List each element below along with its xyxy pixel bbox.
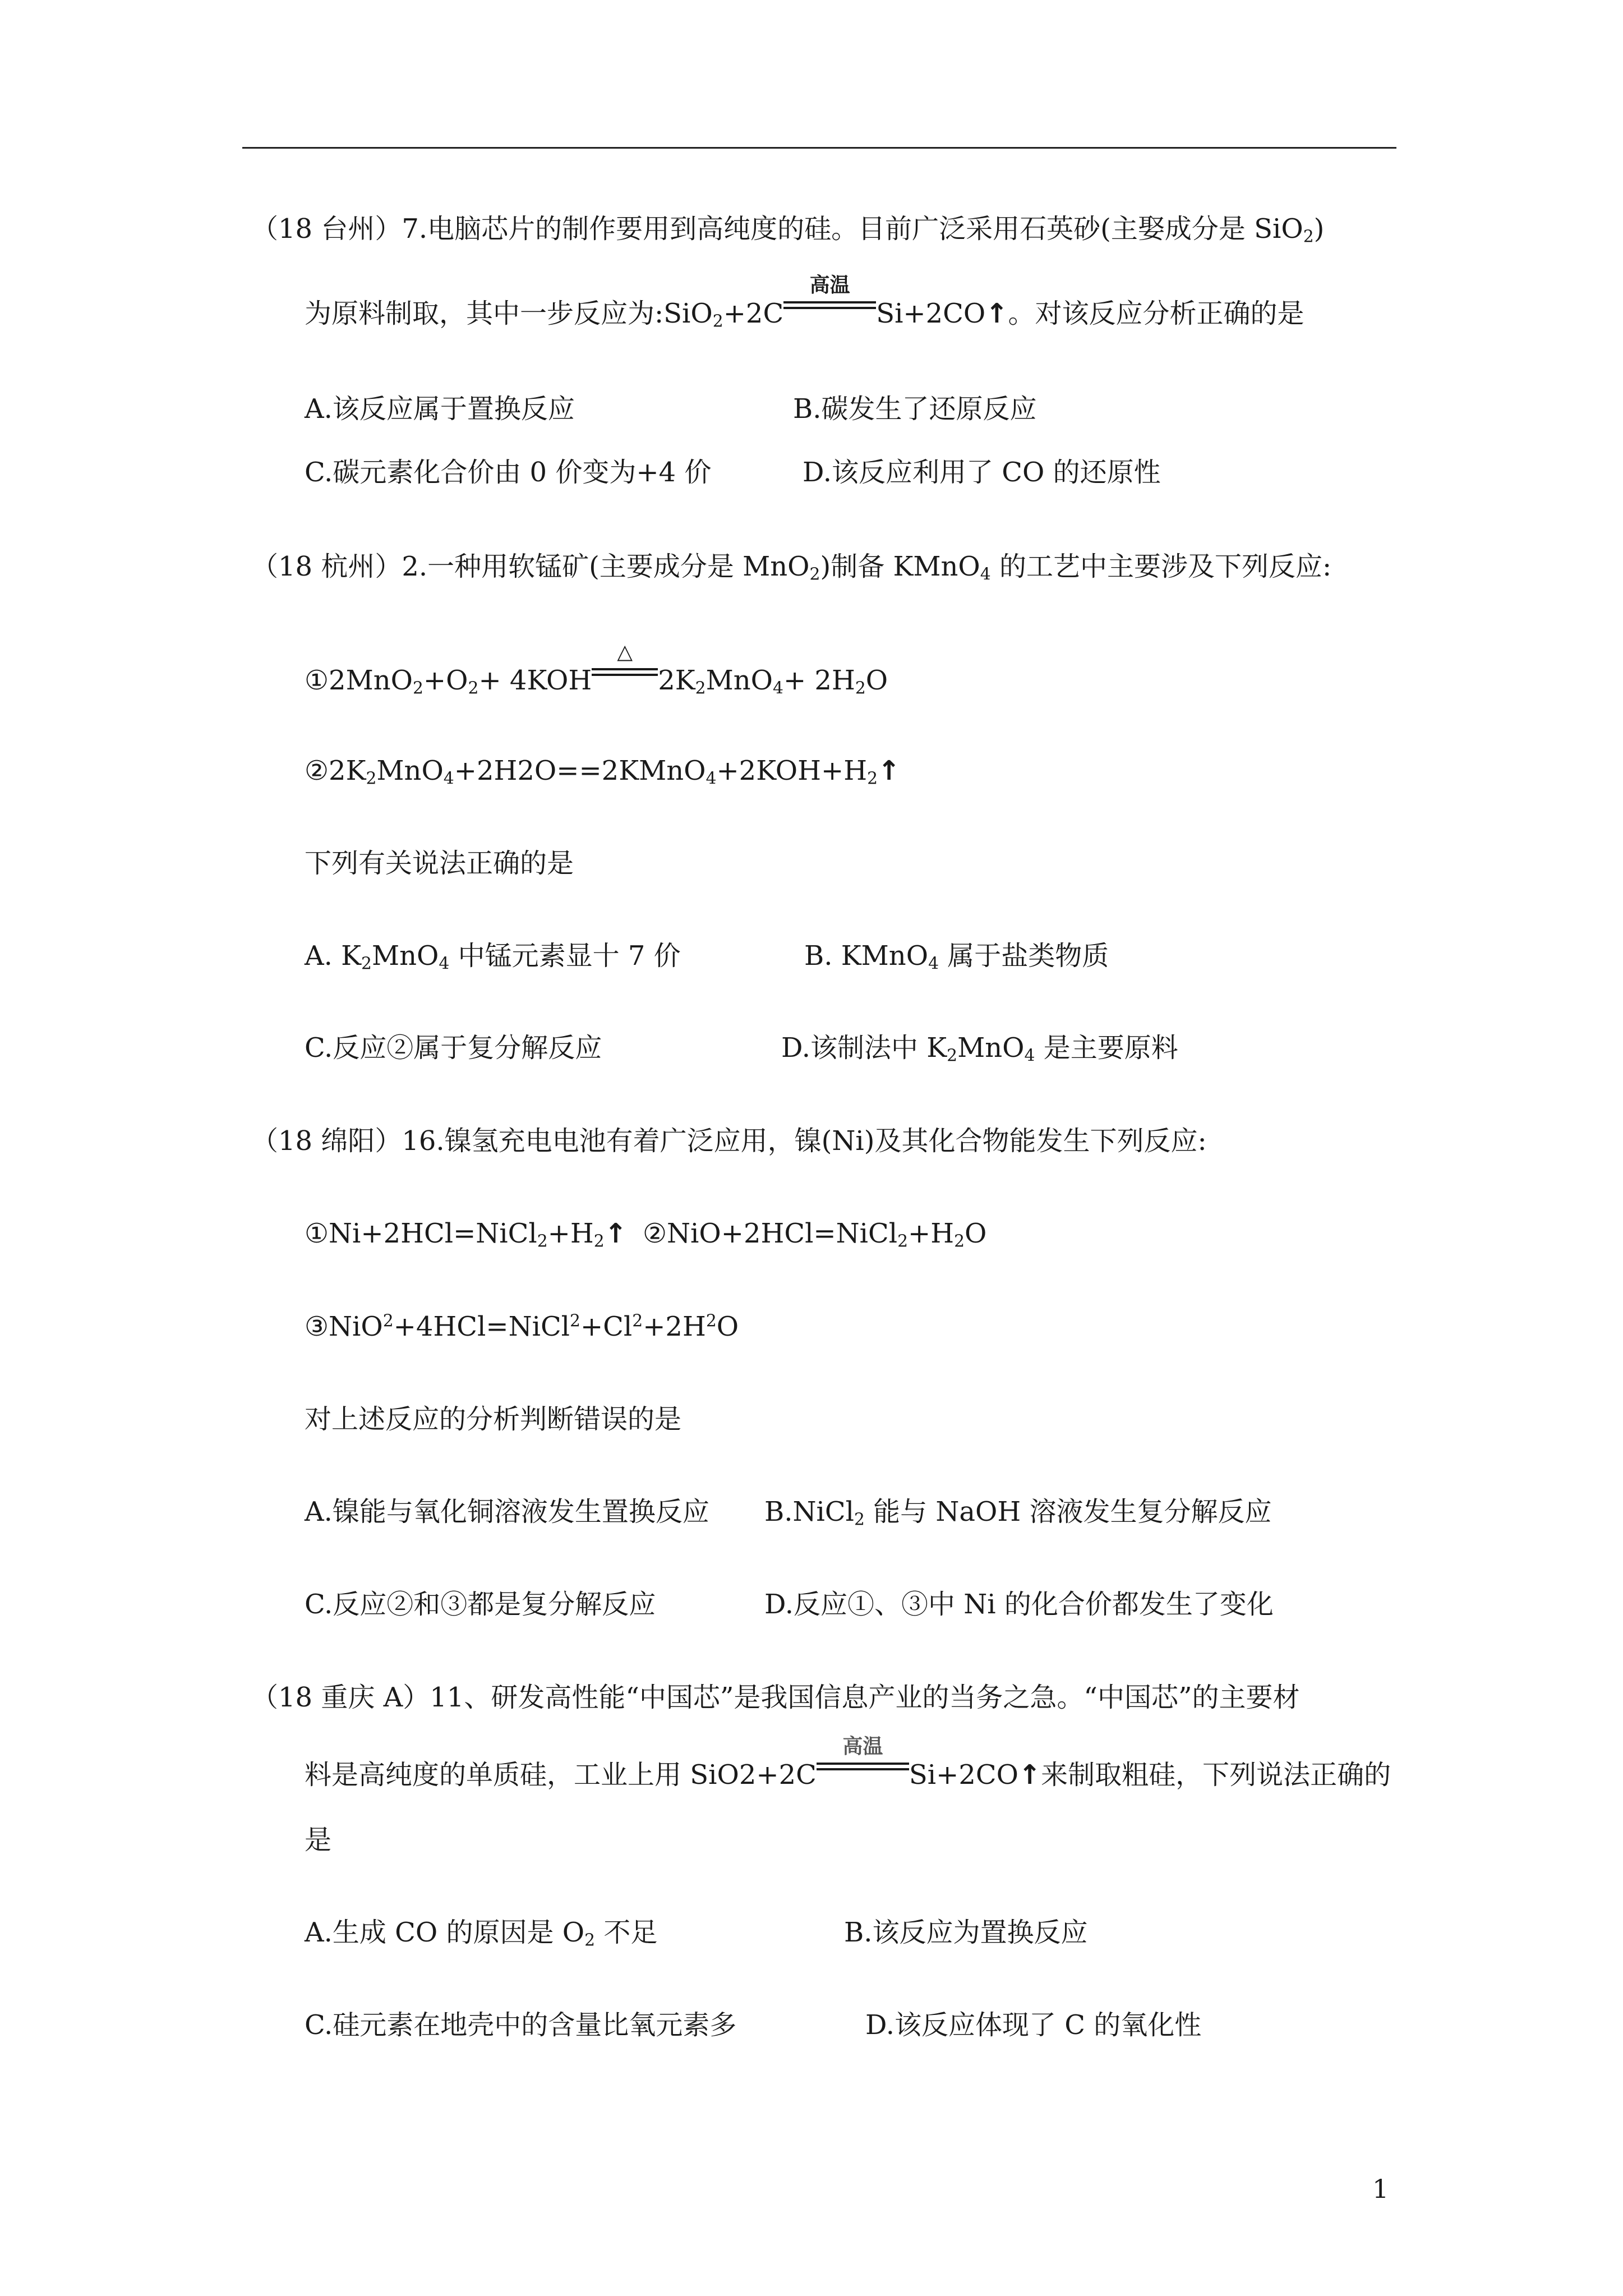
gas-up-arrow-icon: ↑: [1018, 1759, 1041, 1791]
q3-reaction-1: $①Ni+2HCl=NiCl_2+H_2↑$: [305, 1218, 627, 1251]
q3-option-b: B.NiCl$_2$ 能与 NaOH 溶液发生复分解反应: [764, 1496, 1272, 1530]
page-number: 1: [1372, 2174, 1389, 2204]
heat-condition: [592, 641, 658, 689]
q2-stem: （18 杭州）2.一种用软锰矿(主要成分是 MnO$_2$)制备 KMnO$_4$ 的工艺中主要涉及下列反应:: [251, 551, 1332, 585]
q3-option-d: D.反应①、③中 Ni 的化合价都发生了变化: [764, 1589, 1274, 1620]
q2-option-a: A. $K_2MnO_4$ 中锰元素显十 7 价: [305, 940, 681, 974]
header-rule: [242, 147, 1396, 149]
q2-question: 下列有关说法正确的是: [305, 848, 574, 879]
high-temp-condition: 高温: [817, 1755, 909, 1784]
q4-option-c: C.硅元素在地壳中的含量比氧元素多: [305, 2009, 737, 2041]
q4-option-a: A.生成 CO 的原因是 $O_2$ 不足: [305, 1917, 658, 1950]
q2-reaction-2: $②2K_2MnO_4+2H2O==2KMnO_4+2KOH+H_2↑$: [305, 755, 901, 789]
high-temp-condition: 高温: [783, 293, 876, 323]
heat-triangle-icon: △: [617, 641, 633, 664]
q1-option-c: C.碳元素化合价由 0 价变为+4 价: [305, 457, 712, 488]
q3-stem: （18 绵阳）16.镍氢充电电池有着广泛应用，镍(Ni)及其化合物能发生下列反应:: [251, 1125, 1207, 1157]
q4-option-d: D.该反应体现了 C 的氧化性: [865, 2009, 1202, 2041]
q4-option-b: B.该反应为置换反应: [844, 1917, 1088, 1948]
gas-up-arrow-icon: ↑: [985, 298, 1008, 329]
q3-option-c: C.反应②和③都是复分解反应: [305, 1589, 656, 1620]
q1-stem-line1: （18 台州）7.电脑芯片的制作要用到高纯度的硅。目前广泛采用石英砂(主娶成分是 SiO$_2$): [251, 213, 1325, 247]
q4-stem-line1: （18 重庆 A）11、研发高性能“中国芯”是我国信息产业的当务之急。“中国芯”的主要材: [251, 1682, 1300, 1713]
q1-option-d: D.该反应利用了 CO 的还原性: [803, 457, 1161, 488]
gas-up-arrow-icon: ↑: [604, 1218, 627, 1249]
q3-reaction-2: $②NiO+2HCl=NiCl_2+H_2O$: [643, 1218, 987, 1251]
q3-question: 对上述反应的分析判断错误的是: [305, 1404, 682, 1435]
q1-option-a: A.该反应属于置换反应: [305, 393, 575, 425]
q3-option-a: A.镍能与氧化铜溶液发生置换反应: [305, 1496, 709, 1527]
q2-reaction-1: $①2MnO_2+O_2+ 4KOH$ △ $2K_2MnO_4+ 2H_2O$: [305, 641, 888, 698]
q3-reaction-3: $③NiO^2+4HCl=NiCl^2+Cl^2+2H^2O$: [305, 1311, 739, 1342]
q4-stem-line2: 料是高纯度的单质硅，工业上用 SiO2+2C 高温 Si+2CO↑来制取粗硅，下列说法正确的: [305, 1735, 1391, 1791]
q1-option-b: B.碳发生了还原反应: [793, 393, 1037, 425]
q2-option-d: D.该制法中 $K_2MnO_4$ 是主要原料: [781, 1032, 1178, 1066]
q1-stem-line2: 为原料制取，其中一步反应为:SiO$_2$+2C 高温 Si+2CO↑。对该反应分析正确的是: [305, 274, 1304, 332]
q4-stem-line3: 是: [305, 1824, 332, 1856]
q2-option-c: C.反应②属于复分解反应: [305, 1032, 602, 1064]
gas-up-arrow-icon: ↑: [878, 755, 901, 786]
q2-option-b: B. KMnO$_4$ 属于盐类物质: [804, 940, 1109, 974]
